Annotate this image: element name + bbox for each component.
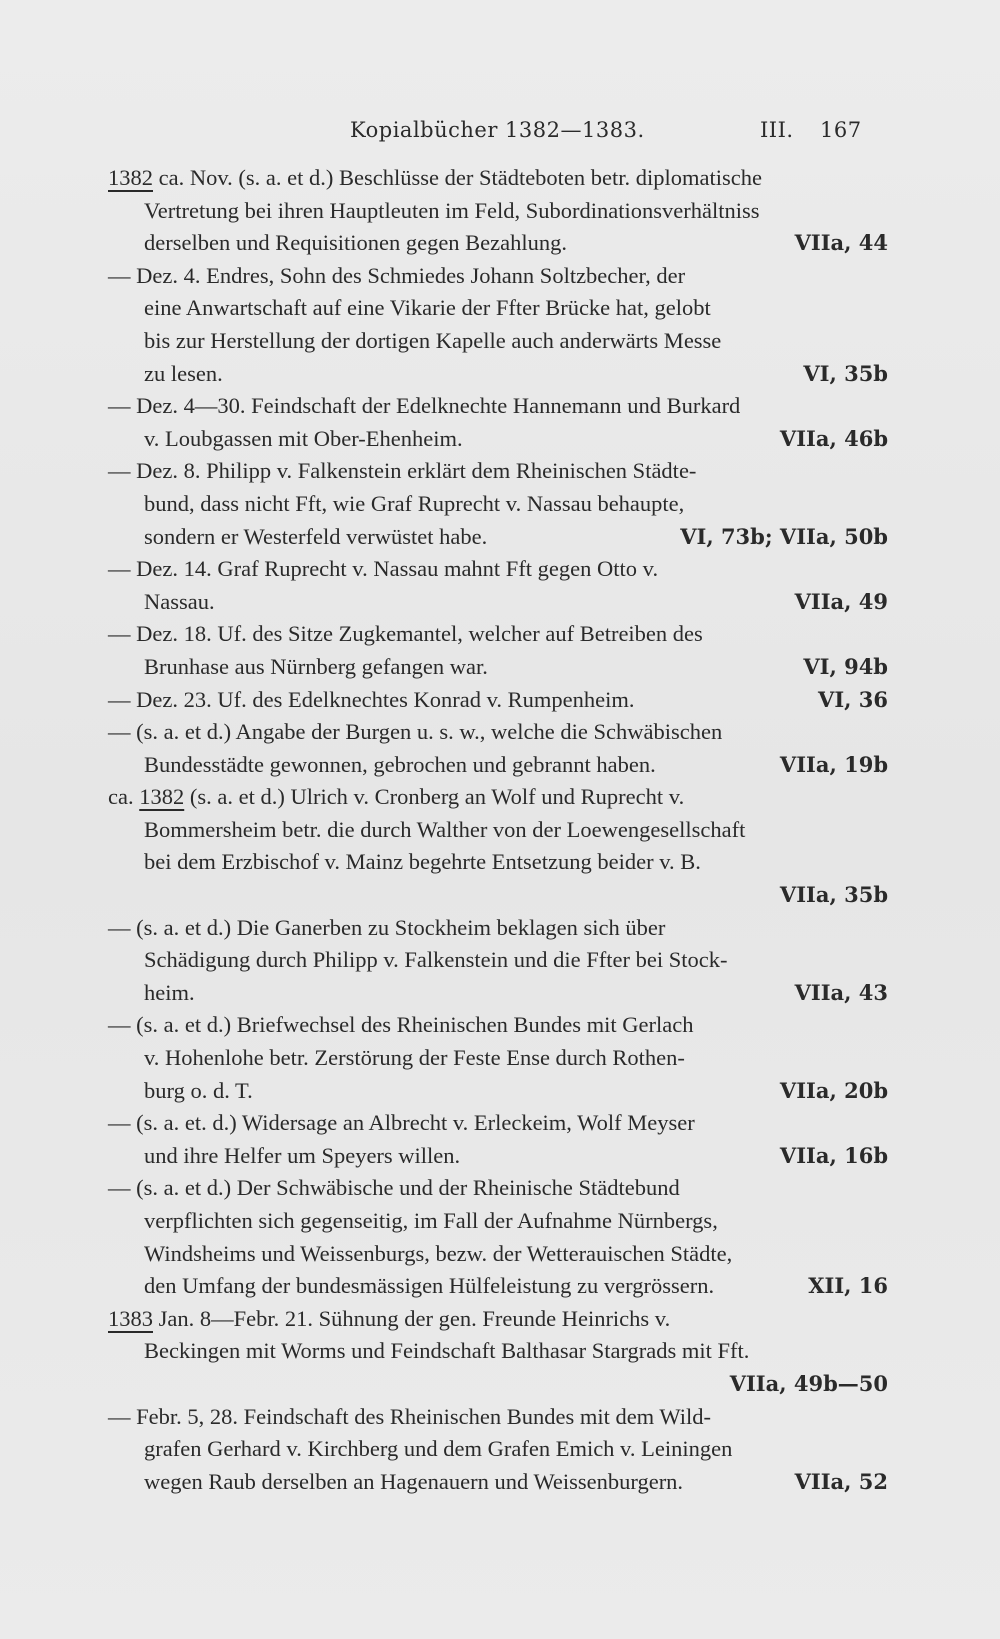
entry-line [108,1009,888,1042]
entry-line-text: wegen Raub derselben an Hagenauern und Weissenburgern. [144,1468,684,1494]
entry-line-text: v. Hohenlohe betr. Zerstörung der Feste Ense durch Rothen- [144,1045,685,1071]
entry-line-text: bis zur Herstellung der dortigen Kapelle auch anderwärts Messe [144,327,722,353]
entry-line [108,521,888,554]
entry-text [144,651,488,684]
source-reference: VIIa, 43 [794,979,888,1005]
entry-text [108,260,685,293]
register-entry [108,260,888,390]
entry-line [108,716,888,749]
entry-line-text: Beckingen mit Worms und Feindschaft Balthasar Stargrads mit Fft. [144,1338,750,1364]
entry-line-text: Jan. 8—Febr. 21. Sühnung der gen. Freunde Heinrichs v. [153,1305,671,1331]
entry-line-text: verpflichten sich gegenseitig, im Fall der Aufnahme Nürnbergs, [144,1208,718,1233]
source-reference: XII, 16 [808,1273,888,1299]
register-entry [108,162,888,260]
entry-text [108,781,684,814]
entry-line [108,651,888,684]
entry-line [108,879,888,912]
entry-text [144,423,463,456]
header-title: Kopialbücher 1382—1383. [350,118,645,142]
register-entry [108,390,888,455]
entry-line [108,912,888,945]
register-entries [108,162,888,1498]
entry-line-text: ca. Nov. (s. a. et d.) Beschlüsse der Städteboten betr. diplomatische [153,165,763,190]
entry-year: 1382 [108,165,153,190]
entry-line-text: bei dem Erzbischof v. Mainz begehrte Entsetzung beider v. B. [144,849,701,875]
page-number: 167 [820,118,862,142]
entry-text [144,227,567,260]
entry-text [108,1172,680,1205]
entry-line [108,977,888,1010]
entry-text [108,1303,670,1336]
entry-line-text: eine Anwartschaft auf eine Vikarie der Ffter Brücke hat, gelobt [144,295,711,321]
entry-text [144,1075,253,1108]
entry-line-text: Windsheims und Weissenburgs, bezw. der Wetterauischen Städte, [144,1240,733,1266]
register-entry [108,1303,888,1401]
entry-text [108,390,740,423]
source-reference: VIIa, 19b [779,751,888,777]
entry-prefix: ca. [108,784,140,810]
entry-text [144,195,760,228]
source-reference: VIIa, 46b [779,425,888,451]
entry-line [108,1466,888,1499]
entry-line-text: — Dez. 14. Graf Ruprecht v. Nassau mahnt Fft gegen Otto v. [108,556,659,582]
entry-text [144,292,711,325]
entry-text [108,1401,711,1434]
entry-line-text: — (s. a. et d.) Der Schwäbische und der Rheinische Städtebund [108,1175,680,1201]
entry-line-text: Bommersheim betr. die durch Walther von der Loewengesellschaft [144,816,746,842]
entry-text [108,912,665,945]
entry-line-text: (s. a. et d.) Ulrich v. Cronberg an Wolf und Ruprecht v. [184,784,685,810]
register-entry [108,1009,888,1107]
entry-text [108,684,635,717]
entry-text [144,1270,714,1303]
entry-text [144,1205,718,1238]
entry-text [144,846,701,879]
entry-line [108,423,888,456]
entry-line [108,390,888,423]
register-entry [108,455,888,553]
entry-line-text: sondern er Westerfeld verwüstet habe. [144,523,488,549]
entry-line-text: — Dez. 23. Uf. des Edelknechtes Konrad v. Rumpenheim. [108,686,635,712]
entry-text [144,1335,749,1368]
register-entry [108,1172,888,1302]
source-reference: VI, 36 [818,686,888,712]
entry-line-text: den Umfang der bundesmässigen Hülfeleistung zu vergrössern. [144,1273,715,1299]
entry-line [108,260,888,293]
entry-line-text: burg o. d. T. [144,1077,253,1103]
entry-line-text: — Dez. 4. Endres, Sohn des Schmiedes Johann Soltzbecher, der [108,262,686,288]
entry-line-text: Nassau. [144,588,215,614]
entry-line [108,1303,888,1336]
entry-line [108,1140,888,1173]
source-reference: VI, 35b [803,360,888,386]
source-reference: VI, 73b; VIIa, 50b [680,523,888,549]
source-reference: VIIa, 49 [794,588,888,614]
entry-line [108,195,888,228]
entry-line [108,488,888,521]
register-entry [108,1401,888,1499]
entry-line [108,684,888,717]
entry-line-text: — (s. a. et d.) Angabe der Burgen u. s. w., welche die Schwäbischen [108,719,723,745]
entry-line [108,1075,888,1108]
entry-line [108,944,888,977]
source-reference: VIIa, 16b [779,1142,888,1168]
entry-line [108,1042,888,1075]
entry-line-text: — (s. a. et d.) Briefwechsel des Rheinischen Bundes mit Gerlach [108,1012,694,1038]
entry-line-text: zu lesen. [144,360,223,386]
entry-line-text: heim. [144,979,195,1005]
entry-text [144,488,684,521]
entry-text [144,944,727,977]
entry-line [108,1368,888,1401]
header-part: III. [760,118,794,142]
entry-line-text: Brunhase aus Nürnberg gefangen war. [144,653,488,679]
entry-text [144,1466,683,1499]
entry-line-text: — Dez. 8. Philipp v. Falkenstein erklärt dem Rheinischen Städte- [108,458,697,484]
entry-text [144,586,215,619]
source-reference: VIIa, 44 [794,230,888,256]
entry-text [144,977,195,1010]
source-reference: VIIa, 49b—50 [729,1370,888,1396]
entry-text [108,1107,695,1140]
entry-text [144,1042,685,1075]
register-entry [108,781,888,911]
entry-line [108,292,888,325]
entry-text [108,553,658,586]
entry-text [144,1140,460,1173]
entry-line-text: grafen Gerhard v. Kirchberg und dem Grafen Emich v. Leiningen [144,1436,733,1462]
entry-line [108,455,888,488]
entry-text [144,814,745,847]
entry-text [108,162,762,195]
entry-year: 1382 [139,784,185,810]
entry-line-text: — (s. a. et d.) Die Ganerben zu Stockheim beklagen sich über [108,914,666,940]
entry-line-text: Bundesstädte gewonnen, gebrochen und gebrannt haben. [144,751,656,777]
entry-line-text: — Dez. 18. Uf. des Sitze Zugkemantel, welcher auf Betreiben des [108,621,703,647]
entry-line-text: Vertretung bei ihren Hauptleuten im Feld, Subordinationsverhältniss [144,197,760,223]
entry-line [108,1433,888,1466]
register-entry [108,1107,888,1172]
register-entry [108,684,888,717]
entry-text [108,1009,693,1042]
entry-line-text: v. Loubgassen mit Ober-Ehenheim. [144,425,463,451]
entry-line [108,749,888,782]
register-entry [108,912,888,1010]
entry-text [144,1238,732,1271]
entry-text [144,358,223,391]
entry-line [108,227,888,260]
entry-line [108,553,888,586]
entry-line [108,1172,888,1205]
entry-line-text: und ihre Helfer um Speyers willen. [144,1142,461,1168]
entry-line [108,781,888,814]
entry-line-text: derselben und Requisitionen gegen Bezahlung. [144,230,568,256]
entry-text [108,455,696,488]
entry-line-text: — Dez. 4—30. Feindschaft der Edelknechte Hannemann und Burkard [108,393,741,419]
source-reference: VIIa, 35b [779,882,888,908]
entry-line [108,1238,888,1271]
entry-line [108,325,888,358]
entry-text [144,1433,732,1466]
entry-text [144,521,487,554]
source-reference: VI, 94b [803,653,888,679]
register-entry [108,553,888,618]
source-reference: VIIa, 52 [794,1468,888,1494]
entry-line-text: bund, dass nicht Fft, wie Graf Ruprecht v. Nassau behaupte, [144,490,685,516]
entry-line [108,1107,888,1140]
entry-text [108,716,722,749]
entry-line [108,162,888,195]
entry-text [144,749,656,782]
entry-line [108,1270,888,1303]
register-entry [108,716,888,781]
source-reference: VIIa, 20b [779,1077,888,1103]
entry-text [144,325,721,358]
register-entry [108,618,888,683]
entry-line [108,1205,888,1238]
entry-line [108,358,888,391]
entry-year: 1383 [108,1305,153,1331]
entry-line [108,814,888,847]
entry-line [108,1335,888,1368]
entry-line-text: — (s. a. et. d.) Widersage an Albrecht v. Erleckeim, Wolf Meyser [108,1110,695,1136]
entry-line-text: Schädigung durch Philipp v. Falkenstein und die Ffter bei Stock- [144,947,728,973]
entry-line [108,586,888,619]
entry-line [108,846,888,879]
entry-text [108,618,703,651]
entry-line [108,1401,888,1434]
entry-line [108,618,888,651]
entry-line-text: — Febr. 5, 28. Feindschaft des Rheinischen Bundes mit dem Wild- [108,1403,711,1429]
